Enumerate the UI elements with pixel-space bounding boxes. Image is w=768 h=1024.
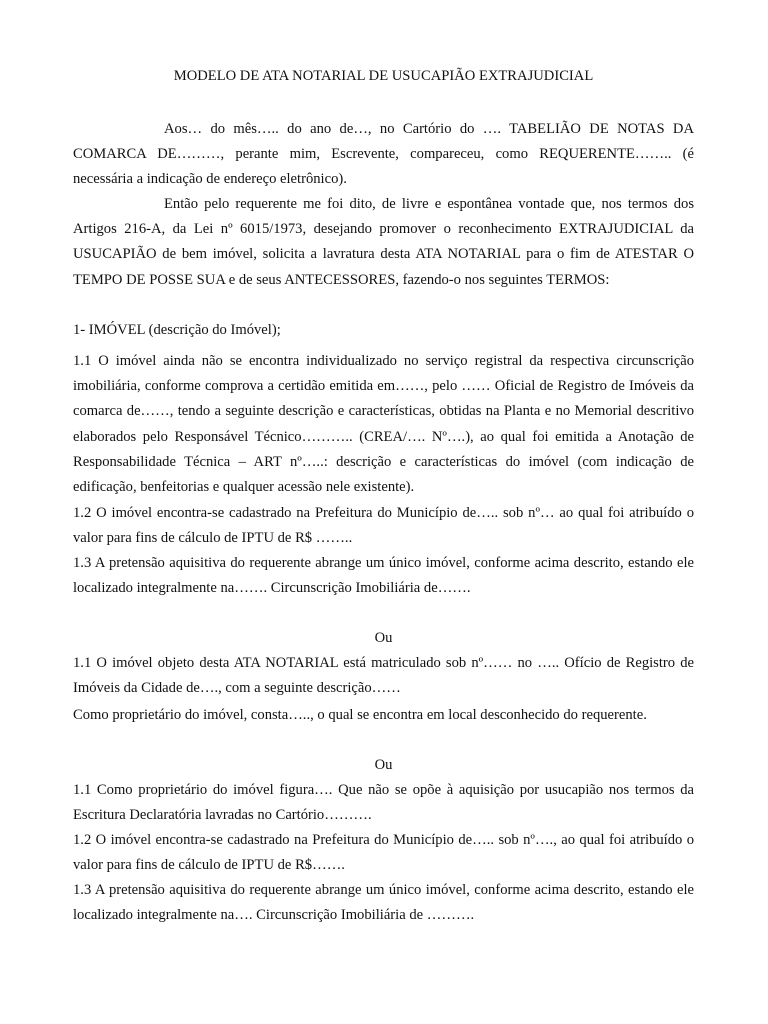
option-a-item-1-2: 1.2 O imóvel encontra-se cadastrado na Prefeitura do Município de….. sob nº… ao qual foi atribuído o valor para fins de cálculo de IPTU de R$ …….. bbox=[73, 505, 694, 547]
option-a-item-1-1: 1.1 O imóvel ainda não se encontra individualizado no serviço registral da respectiva circunscrição imobiliária, conforme comprova a certidão emitida em……, pelo …… Oficial de Registro de Imóveis da comarca de……, tendo a seguinte descrição e características, obtidas na Planta e no Memorial descritivo elaborados pelo Responsável Técnico……….. (CREA/…. Nº….), ao qual foi emitida a Anotação de Responsabilidade Técnica – ART nº…..: descrição e características do imóvel (com indicação de edificação, benfeitorias e qualquer acessão nele existente). bbox=[73, 353, 694, 496]
option-a-item-1-3: 1.3 A pretensão aquisitiva do requerente abrange um único imóvel, conforme acima descrito, estando ele localizado integralmente na……. Circunscrição Imobiliária de……. bbox=[73, 555, 694, 597]
separator-or-2: Ou bbox=[374, 757, 393, 773]
section-heading: 1- IMÓVEL (descrição do Imóvel); bbox=[73, 322, 281, 338]
option-b-owner-line: Como proprietário do imóvel, consta….., o qual se encontra em local desconhecido do requerente. bbox=[73, 707, 647, 723]
option-c-item-1-3: 1.3 A pretensão aquisitiva do requerente abrange um único imóvel, conforme acima descrito, estando ele localizado integralmente na…. Circunscrição Imobiliária de ………. bbox=[73, 882, 694, 924]
separator-or-1: Ou bbox=[374, 630, 393, 646]
option-b-item-1-1: 1.1 O imóvel objeto desta ATA NOTARIAL está matriculado sob nº…… no ….. Ofício de Registro de Imóveis da Cidade de…., com a seguinte descrição…… bbox=[73, 655, 694, 697]
document-title: MODELO DE ATA NOTARIAL DE USUCAPIÃO EXTRAJUDICIAL bbox=[173, 68, 594, 84]
option-c-item-1-2: 1.2 O imóvel encontra-se cadastrado na Prefeitura do Município de….. sob nº…., ao qual foi atribuído o valor para fins de cálculo de IPTU de R$……. bbox=[73, 832, 694, 874]
intro-paragraph: Aos… do mês….. do ano de…, no Cartório do …. TABELIÃO DE NOTAS DA COMARCA DE………, perante mim, Escrevente, compareceu, como REQUERENTE…….. (é necessária a indicação de endereço eletrônico). bbox=[73, 121, 694, 188]
request-paragraph: Então pelo requerente me foi dito, de livre e espontânea vontade que, nos termos dos Artigos 216-A, da Lei nº 6015/1973, desejando promover o reconhecimento EXTRAJUDICIAL da USUCAPIÃO de bem imóvel, solicita a lavratura desta ATA NOTARIAL para o fim de ATESTAR O TEMPO DE POSSE SUA e de seus ANTECESSORES, fazendo-o nos seguintes TERMOS: bbox=[73, 196, 694, 288]
option-c-item-1-1: 1.1 Como proprietário do imóvel figura…. Que não se opõe à aquisição por usucapião nos termos da Escritura Declaratória lavradas no Cartório………. bbox=[73, 782, 694, 824]
